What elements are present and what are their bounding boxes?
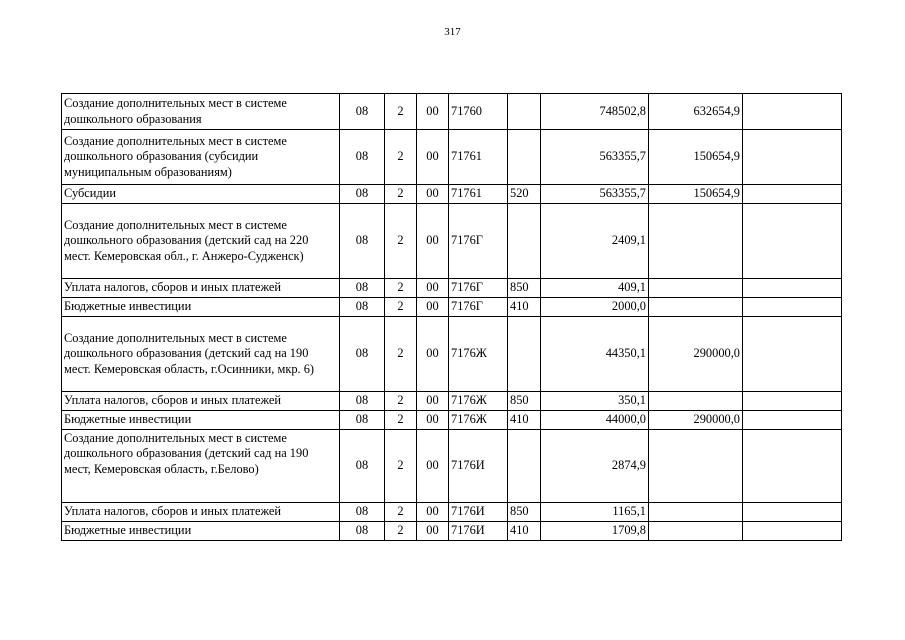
row-sum-2 bbox=[649, 430, 743, 503]
row-sum-1: 44000,0 bbox=[541, 411, 649, 430]
row-section: 08 bbox=[340, 185, 385, 204]
row-target-item: 7176Г bbox=[449, 204, 508, 279]
table-row bbox=[62, 130, 842, 185]
row-section: 08 bbox=[340, 130, 385, 185]
row-program: 00 bbox=[417, 298, 449, 317]
table-row bbox=[62, 298, 842, 317]
row-subsection: 2 bbox=[385, 503, 417, 522]
row-name: Создание дополнительных мест в системе дошкольного образования (детский сад на 190 мест, Кемеровская область, г.Белово) bbox=[62, 430, 340, 503]
table-row bbox=[62, 317, 842, 392]
row-expense-kind bbox=[508, 430, 541, 503]
row-subsection: 2 bbox=[385, 392, 417, 411]
row-section: 08 bbox=[340, 430, 385, 503]
row-sum-3 bbox=[743, 130, 842, 185]
row-sum-3 bbox=[743, 503, 842, 522]
row-sum-2 bbox=[649, 298, 743, 317]
row-sum-1: 2874,9 bbox=[541, 430, 649, 503]
row-name: Создание дополнительных мест в системе дошкольного образования bbox=[62, 94, 340, 130]
row-sum-3 bbox=[743, 411, 842, 430]
row-subsection: 2 bbox=[385, 298, 417, 317]
budget-table bbox=[61, 93, 842, 541]
table-row bbox=[62, 411, 842, 430]
row-expense-kind: 410 bbox=[508, 298, 541, 317]
row-sum-1: 2000,0 bbox=[541, 298, 649, 317]
row-sum-1: 1165,1 bbox=[541, 503, 649, 522]
row-sum-1: 44350,1 bbox=[541, 317, 649, 392]
row-subsection: 2 bbox=[385, 204, 417, 279]
row-subsection: 2 bbox=[385, 522, 417, 541]
row-name: Создание дополнительных мест в системе дошкольного образования (детский сад на 220 мест. Кемеровская обл., г. Анжеро-Судженск) bbox=[62, 204, 340, 279]
row-sum-3 bbox=[743, 279, 842, 298]
row-target-item: 7176И bbox=[449, 503, 508, 522]
row-expense-kind: 850 bbox=[508, 503, 541, 522]
row-subsection: 2 bbox=[385, 430, 417, 503]
row-program: 00 bbox=[417, 204, 449, 279]
row-sum-2: 150654,9 bbox=[649, 185, 743, 204]
row-program: 00 bbox=[417, 522, 449, 541]
row-subsection: 2 bbox=[385, 94, 417, 130]
row-sum-3 bbox=[743, 392, 842, 411]
row-subsection: 2 bbox=[385, 279, 417, 298]
table-row bbox=[62, 503, 842, 522]
table-row bbox=[62, 185, 842, 204]
row-sum-2 bbox=[649, 503, 743, 522]
row-expense-kind: 850 bbox=[508, 392, 541, 411]
row-sum-2: 632654,9 bbox=[649, 94, 743, 130]
row-subsection: 2 bbox=[385, 130, 417, 185]
row-target-item: 71761 bbox=[449, 130, 508, 185]
row-program: 00 bbox=[417, 94, 449, 130]
row-name: Уплата налогов, сборов и иных платежей bbox=[62, 503, 340, 522]
row-sum-1: 409,1 bbox=[541, 279, 649, 298]
row-name: Уплата налогов, сборов и иных платежей bbox=[62, 279, 340, 298]
row-program: 00 bbox=[417, 317, 449, 392]
row-expense-kind: 410 bbox=[508, 411, 541, 430]
row-program: 00 bbox=[417, 392, 449, 411]
row-name: Бюджетные инвестиции bbox=[62, 522, 340, 541]
row-expense-kind: 520 bbox=[508, 185, 541, 204]
row-program: 00 bbox=[417, 411, 449, 430]
row-program: 00 bbox=[417, 279, 449, 298]
row-sum-2 bbox=[649, 279, 743, 298]
row-section: 08 bbox=[340, 204, 385, 279]
row-target-item: 71761 bbox=[449, 185, 508, 204]
row-sum-3 bbox=[743, 430, 842, 503]
row-section: 08 bbox=[340, 392, 385, 411]
row-section: 08 bbox=[340, 522, 385, 541]
table-row bbox=[62, 204, 842, 279]
row-sum-3 bbox=[743, 94, 842, 130]
row-sum-2: 150654,9 bbox=[649, 130, 743, 185]
row-name: Уплата налогов, сборов и иных платежей bbox=[62, 392, 340, 411]
row-section: 08 bbox=[340, 503, 385, 522]
row-program: 00 bbox=[417, 185, 449, 204]
row-section: 08 bbox=[340, 298, 385, 317]
row-sum-2: 290000,0 bbox=[649, 317, 743, 392]
row-section: 08 bbox=[340, 94, 385, 130]
row-subsection: 2 bbox=[385, 411, 417, 430]
row-target-item: 7176И bbox=[449, 522, 508, 541]
row-target-item: 71760 bbox=[449, 94, 508, 130]
row-expense-kind bbox=[508, 204, 541, 279]
row-expense-kind bbox=[508, 317, 541, 392]
row-sum-2 bbox=[649, 522, 743, 541]
row-target-item: 7176Г bbox=[449, 279, 508, 298]
row-target-item: 7176Ж bbox=[449, 392, 508, 411]
row-target-item: 7176Ж bbox=[449, 411, 508, 430]
row-sum-1: 748502,8 bbox=[541, 94, 649, 130]
row-expense-kind bbox=[508, 130, 541, 185]
row-target-item: 7176Г bbox=[449, 298, 508, 317]
row-section: 08 bbox=[340, 279, 385, 298]
row-name: Создание дополнительных мест в системе дошкольного образования (детский сад на 190 мест. Кемеровская область, г.Осинники, мкр. 6) bbox=[62, 317, 340, 392]
row-sum-3 bbox=[743, 204, 842, 279]
row-program: 00 bbox=[417, 130, 449, 185]
row-program: 00 bbox=[417, 430, 449, 503]
row-sum-2 bbox=[649, 204, 743, 279]
row-expense-kind bbox=[508, 94, 541, 130]
row-subsection: 2 bbox=[385, 317, 417, 392]
row-section: 08 bbox=[340, 317, 385, 392]
row-sum-2 bbox=[649, 392, 743, 411]
table-body bbox=[62, 94, 842, 541]
page-number: 317 bbox=[444, 26, 461, 38]
row-subsection: 2 bbox=[385, 185, 417, 204]
table-row bbox=[62, 279, 842, 298]
row-sum-3 bbox=[743, 522, 842, 541]
table-row bbox=[62, 94, 842, 130]
row-expense-kind: 410 bbox=[508, 522, 541, 541]
row-sum-1: 1709,8 bbox=[541, 522, 649, 541]
table-row bbox=[62, 392, 842, 411]
row-sum-3 bbox=[743, 298, 842, 317]
row-name: Бюджетные инвестиции bbox=[62, 298, 340, 317]
row-section: 08 bbox=[340, 411, 385, 430]
row-name: Бюджетные инвестиции bbox=[62, 411, 340, 430]
row-name: Создание дополнительных мест в системе дошкольного образования (субсидии муниципальным образованиям) bbox=[62, 130, 340, 185]
row-name: Субсидии bbox=[62, 185, 340, 204]
row-sum-1: 563355,7 bbox=[541, 185, 649, 204]
row-program: 00 bbox=[417, 503, 449, 522]
table-row bbox=[62, 430, 842, 503]
row-sum-3 bbox=[743, 317, 842, 392]
row-sum-1: 350,1 bbox=[541, 392, 649, 411]
row-sum-2: 290000,0 bbox=[649, 411, 743, 430]
row-target-item: 7176И bbox=[449, 430, 508, 503]
row-sum-1: 563355,7 bbox=[541, 130, 649, 185]
row-target-item: 7176Ж bbox=[449, 317, 508, 392]
row-sum-3 bbox=[743, 185, 842, 204]
table-row bbox=[62, 522, 842, 541]
row-sum-1: 2409,1 bbox=[541, 204, 649, 279]
row-expense-kind: 850 bbox=[508, 279, 541, 298]
